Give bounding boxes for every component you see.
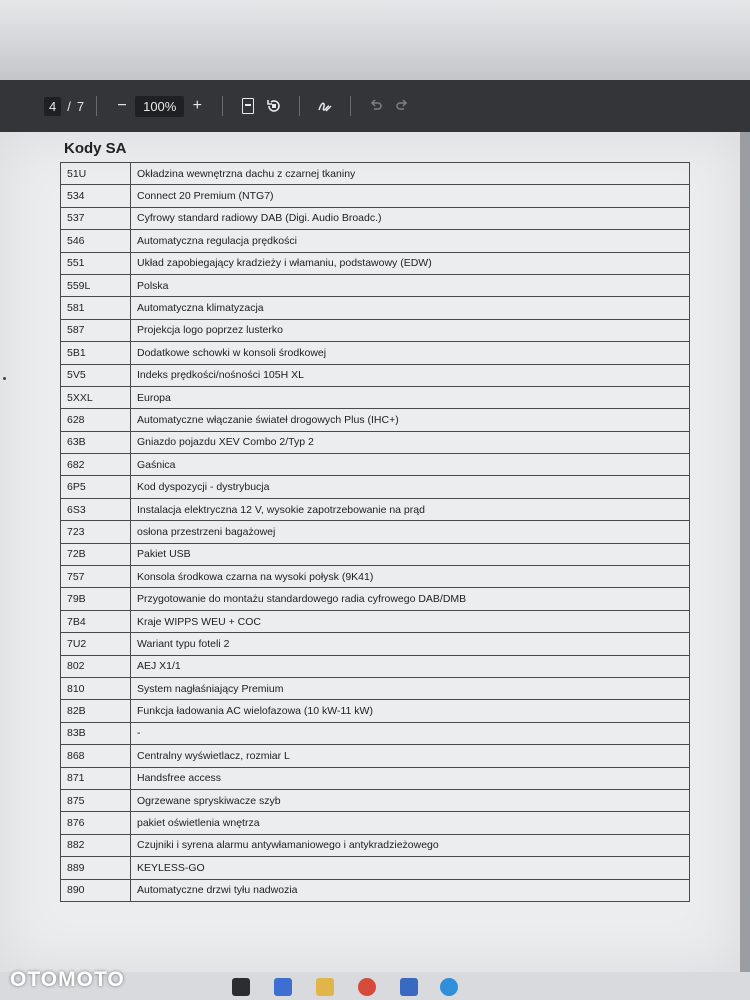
description-cell: Europa [131, 386, 690, 408]
taskbar-app-icon[interactable] [274, 978, 292, 996]
table-row [61, 879, 690, 901]
table-row [61, 633, 690, 655]
table-row [61, 342, 690, 364]
page-indicator [44, 97, 84, 116]
table-row [61, 677, 690, 699]
description-cell: Automatyczna regulacja prędkości [131, 230, 690, 252]
table-row [61, 409, 690, 431]
description-cell: KEYLESS-GO [131, 857, 690, 879]
pdf-toolbar [0, 80, 750, 132]
toolbar-divider [96, 96, 97, 116]
code-cell: 537 [61, 207, 131, 229]
table-row [61, 163, 690, 185]
description-cell: Polska [131, 274, 690, 296]
code-cell: 5V5 [61, 364, 131, 386]
undo-button[interactable] [363, 93, 389, 119]
zoom-level-input[interactable]: 100% [135, 96, 184, 117]
code-cell: 6S3 [61, 498, 131, 520]
code-cell: 7U2 [61, 633, 131, 655]
toolbar-divider [222, 96, 223, 116]
table-row [61, 364, 690, 386]
code-cell: 871 [61, 767, 131, 789]
table-row [61, 207, 690, 229]
description-cell: pakiet oświetlenia wnętrza [131, 812, 690, 834]
description-cell: Connect 20 Premium (NTG7) [131, 185, 690, 207]
table-row [61, 431, 690, 453]
description-cell: Czujniki i syrena alarmu antywłamaniowego i antykradzieżowego [131, 834, 690, 856]
code-cell: 723 [61, 521, 131, 543]
page-total: 7 [76, 98, 85, 114]
rotate-icon [266, 98, 282, 114]
code-cell: 868 [61, 745, 131, 767]
page-separator: / [67, 98, 71, 114]
table-row [61, 252, 690, 274]
toolbar-divider [299, 96, 300, 116]
table-row [61, 454, 690, 476]
description-cell: Dodatkowe schowki w konsoli środkowej [131, 342, 690, 364]
description-cell: osłona przestrzeni bagażowej [131, 521, 690, 543]
table-row [61, 274, 690, 296]
description-cell: Układ zapobiegający kradzieży i włamaniu, podstawowy (EDW) [131, 252, 690, 274]
code-cell: 7B4 [61, 610, 131, 632]
description-cell: Centralny wyświetlacz, rozmiar L [131, 745, 690, 767]
table-row [61, 386, 690, 408]
rotate-button[interactable] [261, 93, 287, 119]
table-row [61, 722, 690, 744]
code-cell: 890 [61, 879, 131, 901]
taskbar-app-icon[interactable] [440, 978, 458, 996]
table-row [61, 700, 690, 722]
description-cell: Pakiet USB [131, 543, 690, 565]
redo-button[interactable] [389, 93, 415, 119]
table-row [61, 789, 690, 811]
undo-icon [369, 99, 383, 113]
table-row [61, 297, 690, 319]
description-cell: System nagłaśniający Premium [131, 677, 690, 699]
table-row [61, 834, 690, 856]
folder-icon[interactable] [316, 978, 334, 996]
code-cell: 757 [61, 566, 131, 588]
description-cell: Automatyczne włączanie świateł drogowych Plus (IHC+) [131, 409, 690, 431]
table-row [61, 319, 690, 341]
table-row [61, 521, 690, 543]
code-cell: 6P5 [61, 476, 131, 498]
code-cell: 534 [61, 185, 131, 207]
description-cell: Kod dyspozycji - dystrybucja [131, 476, 690, 498]
page-title: Kody SA [64, 140, 127, 157]
code-cell: 546 [61, 230, 131, 252]
zoom-out-button[interactable]: − [117, 97, 127, 114]
description-cell: Gniazdo pojazdu XEV Combo 2/Typ 2 [131, 431, 690, 453]
table-row [61, 543, 690, 565]
margin-mark [3, 377, 6, 380]
description-cell: Konsola środkowa czarna na wysoki połysk (9K41) [131, 566, 690, 588]
redo-icon [395, 99, 409, 113]
table-row [61, 476, 690, 498]
description-cell: Kraje WIPPS WEU + COC [131, 610, 690, 632]
code-cell: 51U [61, 163, 131, 185]
description-cell: Cyfrowy standard radiowy DAB (Digi. Audio Broadc.) [131, 207, 690, 229]
otomoto-watermark: OTOMOTO [10, 968, 125, 991]
code-cell: 5B1 [61, 342, 131, 364]
description-cell: Handsfree access [131, 767, 690, 789]
code-cell: 551 [61, 252, 131, 274]
description-cell: Automatyczna klimatyzacja [131, 297, 690, 319]
zoom-in-button[interactable]: + [192, 97, 203, 114]
fit-page-icon [242, 98, 254, 114]
code-cell: 63B [61, 431, 131, 453]
document-page [0, 132, 740, 972]
description-cell: Automatyczne drzwi tyłu nadwozia [131, 879, 690, 901]
code-cell: 82B [61, 700, 131, 722]
description-cell: Projekcja logo poprzez lusterko [131, 319, 690, 341]
code-cell: 810 [61, 677, 131, 699]
code-cell: 83B [61, 722, 131, 744]
taskbar-app-icon[interactable] [400, 978, 418, 996]
table-row [61, 498, 690, 520]
code-cell: 876 [61, 812, 131, 834]
table-row [61, 812, 690, 834]
table-row [61, 230, 690, 252]
code-cell: 882 [61, 834, 131, 856]
table-row [61, 610, 690, 632]
code-cell: 587 [61, 319, 131, 341]
screen-bezel [0, 0, 750, 80]
code-cell: 559L [61, 274, 131, 296]
code-cell: 5XXL [61, 386, 131, 408]
code-cell: 79B [61, 588, 131, 610]
pen-icon [317, 98, 333, 114]
code-cell: 72B [61, 543, 131, 565]
code-cell: 889 [61, 857, 131, 879]
description-cell: Ogrzewane spryskiwacze szyb [131, 789, 690, 811]
page-number-input[interactable]: 4 [44, 97, 61, 116]
table-row [61, 566, 690, 588]
code-cell: 875 [61, 789, 131, 811]
description-cell: Instalacja elektryczna 12 V, wysokie zapotrzebowanie na prąd [131, 498, 690, 520]
fit-page-button[interactable] [235, 93, 261, 119]
description-cell: Indeks prędkości/nośności 105H XL [131, 364, 690, 386]
taskbar-app-icon[interactable] [232, 978, 250, 996]
browser-icon[interactable] [358, 978, 376, 996]
table-row [61, 185, 690, 207]
table-row [61, 745, 690, 767]
code-cell: 682 [61, 454, 131, 476]
description-cell: Funkcja ładowania AC wielofazowa (10 kW-11 kW) [131, 700, 690, 722]
description-cell: AEJ X1/1 [131, 655, 690, 677]
table-row [61, 655, 690, 677]
description-cell: Wariant typu foteli 2 [131, 633, 690, 655]
table-row [61, 857, 690, 879]
description-cell: Okładzina wewnętrzna dachu z czarnej tkaniny [131, 163, 690, 185]
description-cell: Przygotowanie do montażu standardowego radia cyfrowego DAB/DMB [131, 588, 690, 610]
code-cell: 628 [61, 409, 131, 431]
draw-button[interactable] [312, 93, 338, 119]
code-cell: 581 [61, 297, 131, 319]
description-cell: - [131, 722, 690, 744]
codes-table [60, 162, 690, 902]
code-cell: 802 [61, 655, 131, 677]
description-cell: Gaśnica [131, 454, 690, 476]
table-row [61, 588, 690, 610]
toolbar-divider [350, 96, 351, 116]
table-row [61, 767, 690, 789]
